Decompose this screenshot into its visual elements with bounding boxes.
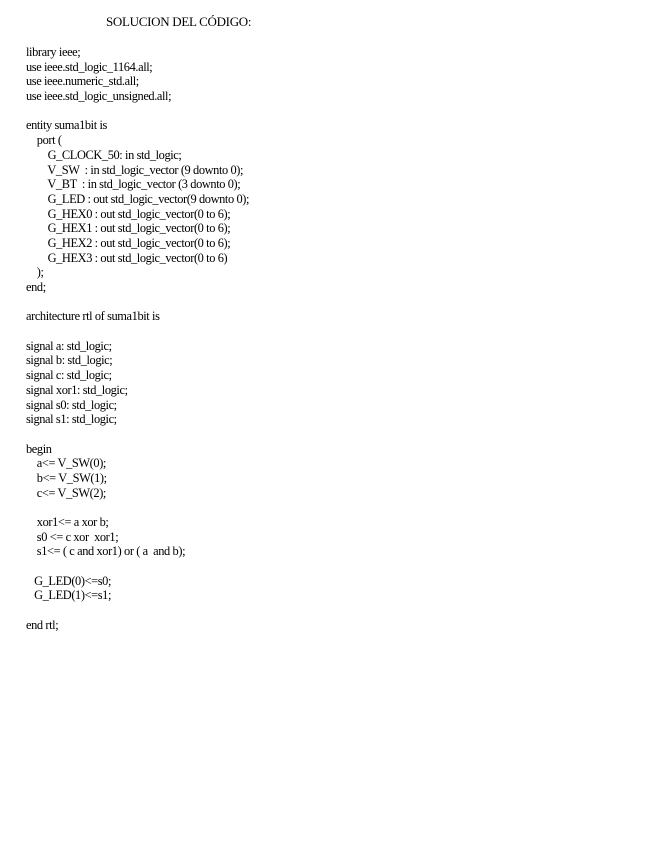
code-line: G_HEX3 : out std_logic_vector(0 to 6)	[26, 250, 228, 265]
code-line: G_LED(0)<=s0;	[26, 573, 112, 588]
code-line: s1<= ( c and xor1) or ( a and b);	[26, 544, 186, 559]
code-line: );	[26, 265, 44, 280]
code-line: signal b: std_logic;	[26, 353, 113, 368]
code-line: G_HEX1 : out std_logic_vector(0 to 6);	[26, 221, 231, 236]
code-line	[26, 559, 249, 574]
code-line	[26, 104, 249, 119]
code-line: library ieee;	[26, 45, 81, 59]
code-line: G_LED(1)<=s1;	[26, 588, 112, 603]
code-line: signal s1: std_logic;	[26, 412, 117, 427]
code-line	[26, 324, 249, 339]
code-line: V_SW : in std_logic_vector (9 downto 0);	[26, 162, 244, 177]
code-line: signal s0: std_logic;	[26, 397, 117, 412]
code-line: b<= V_SW(1);	[26, 470, 107, 485]
code-line: begin	[26, 441, 52, 456]
code-line: use ieee.std_logic_1164.all;	[26, 59, 153, 74]
code-line: port (	[26, 133, 62, 148]
code-line	[26, 427, 249, 442]
code-line: G_HEX2 : out std_logic_vector(0 to 6);	[26, 235, 231, 250]
code-line: G_LED : out std_logic_vector(9 downto 0);	[26, 191, 250, 206]
code-line: s0 <= c xor xor1;	[26, 529, 119, 544]
vhdl-code-block	[26, 45, 249, 633]
code-line: signal a: std_logic;	[26, 338, 112, 353]
code-line: V_BT : in std_logic_vector (3 downto 0);	[26, 177, 241, 192]
code-line: signal xor1: std_logic;	[26, 382, 128, 397]
code-line: G_CLOCK_50: in std_logic;	[26, 147, 182, 162]
code-line: architecture rtl of suma1bit is	[26, 309, 160, 324]
code-line: xor1<= a xor b;	[26, 515, 109, 529]
code-line: a<= V_SW(0);	[26, 456, 106, 471]
code-line: G_HEX0 : out std_logic_vector(0 to 6);	[26, 206, 231, 221]
code-line: end rtl;	[26, 617, 59, 632]
code-line: signal c: std_logic;	[26, 368, 112, 383]
code-line	[26, 603, 249, 618]
code-line: entity suma1bit is	[26, 118, 107, 133]
code-line: c<= V_SW(2);	[26, 485, 106, 500]
code-line: use ieee.numeric_std.all;	[26, 74, 139, 89]
code-line: use ieee.std_logic_unsigned.all;	[26, 89, 172, 104]
code-line	[26, 295, 249, 310]
code-line	[26, 500, 249, 515]
page-title: SOLUCION DEL CÓDIGO:	[106, 14, 252, 29]
code-line: end;	[26, 280, 46, 294]
